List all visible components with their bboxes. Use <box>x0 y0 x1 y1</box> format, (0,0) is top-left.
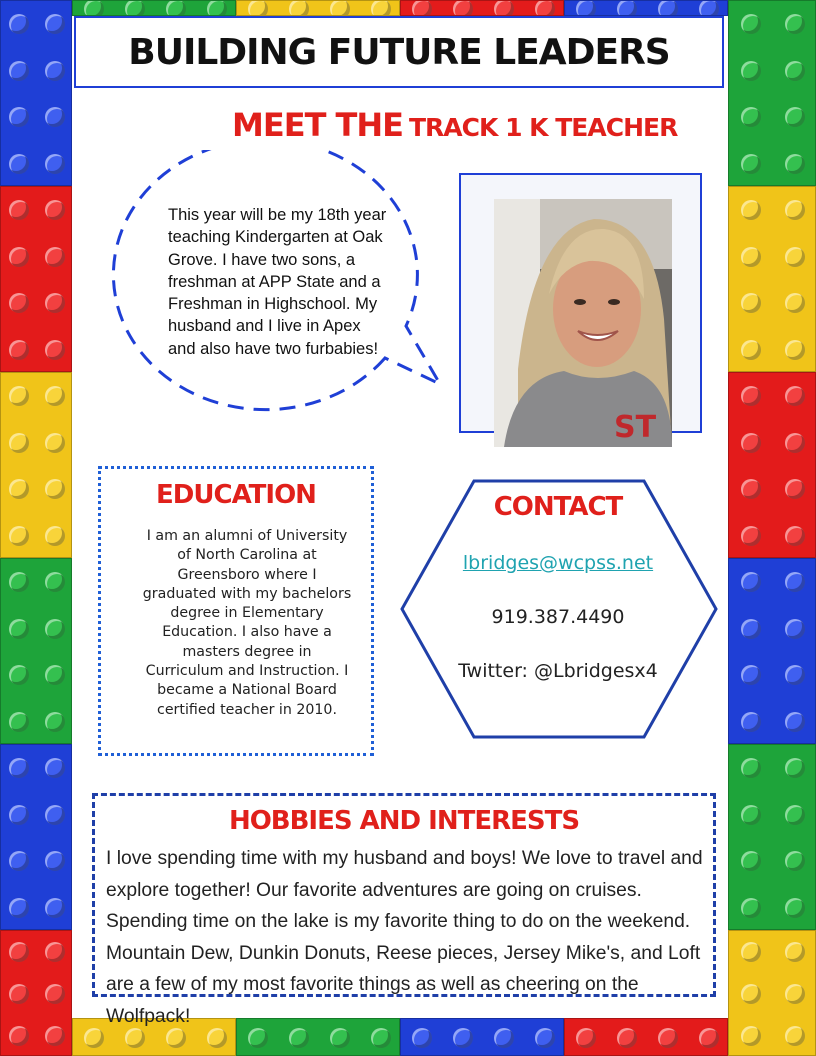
lego-stud <box>45 200 65 220</box>
lego-stud <box>785 526 805 546</box>
lego-stud <box>45 433 65 453</box>
lego-stud <box>741 851 761 871</box>
lego-stud <box>785 619 805 639</box>
lego-stud <box>658 0 678 16</box>
contact-email-link[interactable]: lbridges@wcpss.net <box>462 552 654 574</box>
lego-stud <box>741 154 761 174</box>
lego-stud <box>741 665 761 685</box>
lego-stud <box>45 61 65 81</box>
lego-stud <box>741 14 761 34</box>
title-banner <box>74 16 724 88</box>
lego-brick <box>0 930 72 1056</box>
lego-stud <box>785 386 805 406</box>
lego-stud <box>741 61 761 81</box>
lego-stud <box>741 572 761 592</box>
lego-stud <box>785 107 805 127</box>
lego-stud <box>45 758 65 778</box>
lego-stud <box>785 154 805 174</box>
lego-stud <box>741 247 761 267</box>
lego-brick <box>728 930 816 1056</box>
lego-stud <box>494 0 514 16</box>
lego-stud <box>785 572 805 592</box>
contact-twitter: Twitter: @Lbridgesx4 <box>458 660 658 682</box>
lego-stud <box>741 526 761 546</box>
lego-stud <box>9 805 29 825</box>
lego-stud <box>9 200 29 220</box>
lego-stud <box>785 61 805 81</box>
lego-stud <box>84 1028 104 1048</box>
teacher-photo <box>494 199 672 447</box>
lego-stud <box>617 0 637 16</box>
lego-stud <box>9 1026 29 1046</box>
lego-stud <box>125 0 145 16</box>
lego-stud <box>741 340 761 360</box>
headline <box>232 106 677 144</box>
lego-stud <box>785 851 805 871</box>
lego-stud <box>45 805 65 825</box>
lego-stud <box>785 665 805 685</box>
lego-stud <box>741 805 761 825</box>
lego-stud <box>45 154 65 174</box>
lego-stud <box>9 942 29 962</box>
lego-stud <box>741 1026 761 1046</box>
lego-stud <box>84 0 104 16</box>
lego-stud <box>9 851 29 871</box>
lego-stud <box>9 14 29 34</box>
lego-stud <box>9 479 29 499</box>
lego-stud <box>785 200 805 220</box>
lego-stud <box>741 942 761 962</box>
lego-brick <box>728 558 816 744</box>
lego-stud <box>9 61 29 81</box>
lego-stud <box>785 805 805 825</box>
lego-stud <box>45 386 65 406</box>
lego-stud <box>45 942 65 962</box>
lego-stud <box>9 758 29 778</box>
lego-stud <box>45 247 65 267</box>
lego-stud <box>785 712 805 732</box>
lego-stud <box>741 200 761 220</box>
lego-stud <box>9 107 29 127</box>
lego-stud <box>45 479 65 499</box>
lego-stud <box>9 154 29 174</box>
hobbies-title: HOBBIES AND INTERESTS <box>228 806 580 836</box>
lego-stud <box>785 433 805 453</box>
education-title: EDUCATION <box>156 480 316 510</box>
lego-stud <box>741 712 761 732</box>
lego-stud <box>45 712 65 732</box>
lego-stud <box>9 572 29 592</box>
lego-brick <box>400 0 564 16</box>
lego-stud <box>741 758 761 778</box>
lego-stud <box>9 293 29 313</box>
lego-stud <box>785 984 805 1004</box>
lego-stud <box>166 0 186 16</box>
lego-stud <box>45 293 65 313</box>
lego-brick <box>0 372 72 558</box>
lego-stud <box>785 340 805 360</box>
lego-stud <box>576 0 596 16</box>
lego-stud <box>9 340 29 360</box>
lego-stud <box>741 293 761 313</box>
lego-stud <box>9 526 29 546</box>
education-text: I am an alumni of University of North Carolina at Greensboro where I graduated with my bachelors degree in Elementary Education. I also have a masters degree in Curriculum and Instruction. I became a National Board certified teacher in 2010. <box>142 528 352 718</box>
lego-brick <box>72 0 236 16</box>
lego-brick <box>564 0 728 16</box>
lego-stud <box>45 107 65 127</box>
lego-stud <box>9 984 29 1004</box>
lego-stud <box>741 479 761 499</box>
lego-stud <box>699 0 719 16</box>
lego-stud <box>785 247 805 267</box>
lego-brick <box>728 186 816 372</box>
lego-stud <box>45 619 65 639</box>
lego-stud <box>453 0 473 16</box>
lego-stud <box>45 1026 65 1046</box>
lego-stud <box>741 107 761 127</box>
lego-stud <box>45 665 65 685</box>
lego-stud <box>785 942 805 962</box>
lego-brick <box>0 744 72 930</box>
lego-stud <box>371 0 391 16</box>
lego-brick <box>728 744 816 930</box>
lego-stud <box>785 14 805 34</box>
lego-stud <box>45 851 65 871</box>
headline-teacher-role: TRACK 1 K TEACHER <box>409 113 678 142</box>
lego-stud <box>785 293 805 313</box>
svg-text:ST: ST <box>614 410 657 445</box>
lego-stud <box>741 619 761 639</box>
lego-brick <box>728 0 816 186</box>
lego-stud <box>45 984 65 1004</box>
hobbies-text: I love spending time with my husband and boys! We love to travel and explore together! Our favorite adventures are going on cruises. Spending time on the lake is my favorite thing to do on the weekend. Mountain Dew, Dunkin Donuts, Reese pieces, Jersey Mike's, and Loft are a few of my most favorite things as well as cheering on the Wolfpack! <box>106 848 703 1027</box>
page-title: BUILDING FUTURE LEADERS <box>128 31 670 73</box>
lego-stud <box>741 433 761 453</box>
lego-stud <box>45 340 65 360</box>
lego-brick <box>728 372 816 558</box>
lego-stud <box>207 0 227 16</box>
lego-brick <box>0 558 72 744</box>
lego-stud <box>785 479 805 499</box>
lego-brick <box>236 0 400 16</box>
lego-stud <box>535 0 555 16</box>
lego-brick <box>0 186 72 372</box>
lego-stud <box>741 386 761 406</box>
contact-title: CONTACT <box>493 492 623 522</box>
bio-text: This year will be my 18th year teaching Kindergarten at Oak Grove. I have two sons, a freshman at APP State and a Freshman in Highschool. My husband and I live in Apex and also have two furbabies! <box>168 206 387 358</box>
lego-stud <box>45 572 65 592</box>
lego-stud <box>412 0 432 16</box>
lego-brick <box>0 0 72 186</box>
lego-stud <box>9 619 29 639</box>
lego-stud <box>45 898 65 918</box>
lego-stud <box>9 665 29 685</box>
headline-meet-the: MEET THE <box>232 106 403 144</box>
contact-phone: 919.387.4490 <box>491 606 625 628</box>
lego-stud <box>330 0 350 16</box>
lego-stud <box>248 0 268 16</box>
lego-stud <box>741 898 761 918</box>
lego-stud <box>785 1026 805 1046</box>
lego-stud <box>45 526 65 546</box>
lego-stud <box>785 898 805 918</box>
lego-stud <box>741 984 761 1004</box>
lego-stud <box>9 712 29 732</box>
lego-stud <box>9 433 29 453</box>
lego-stud <box>289 0 309 16</box>
lego-stud <box>9 386 29 406</box>
lego-stud <box>45 14 65 34</box>
lego-stud <box>785 758 805 778</box>
lego-stud <box>9 247 29 267</box>
lego-stud <box>9 898 29 918</box>
